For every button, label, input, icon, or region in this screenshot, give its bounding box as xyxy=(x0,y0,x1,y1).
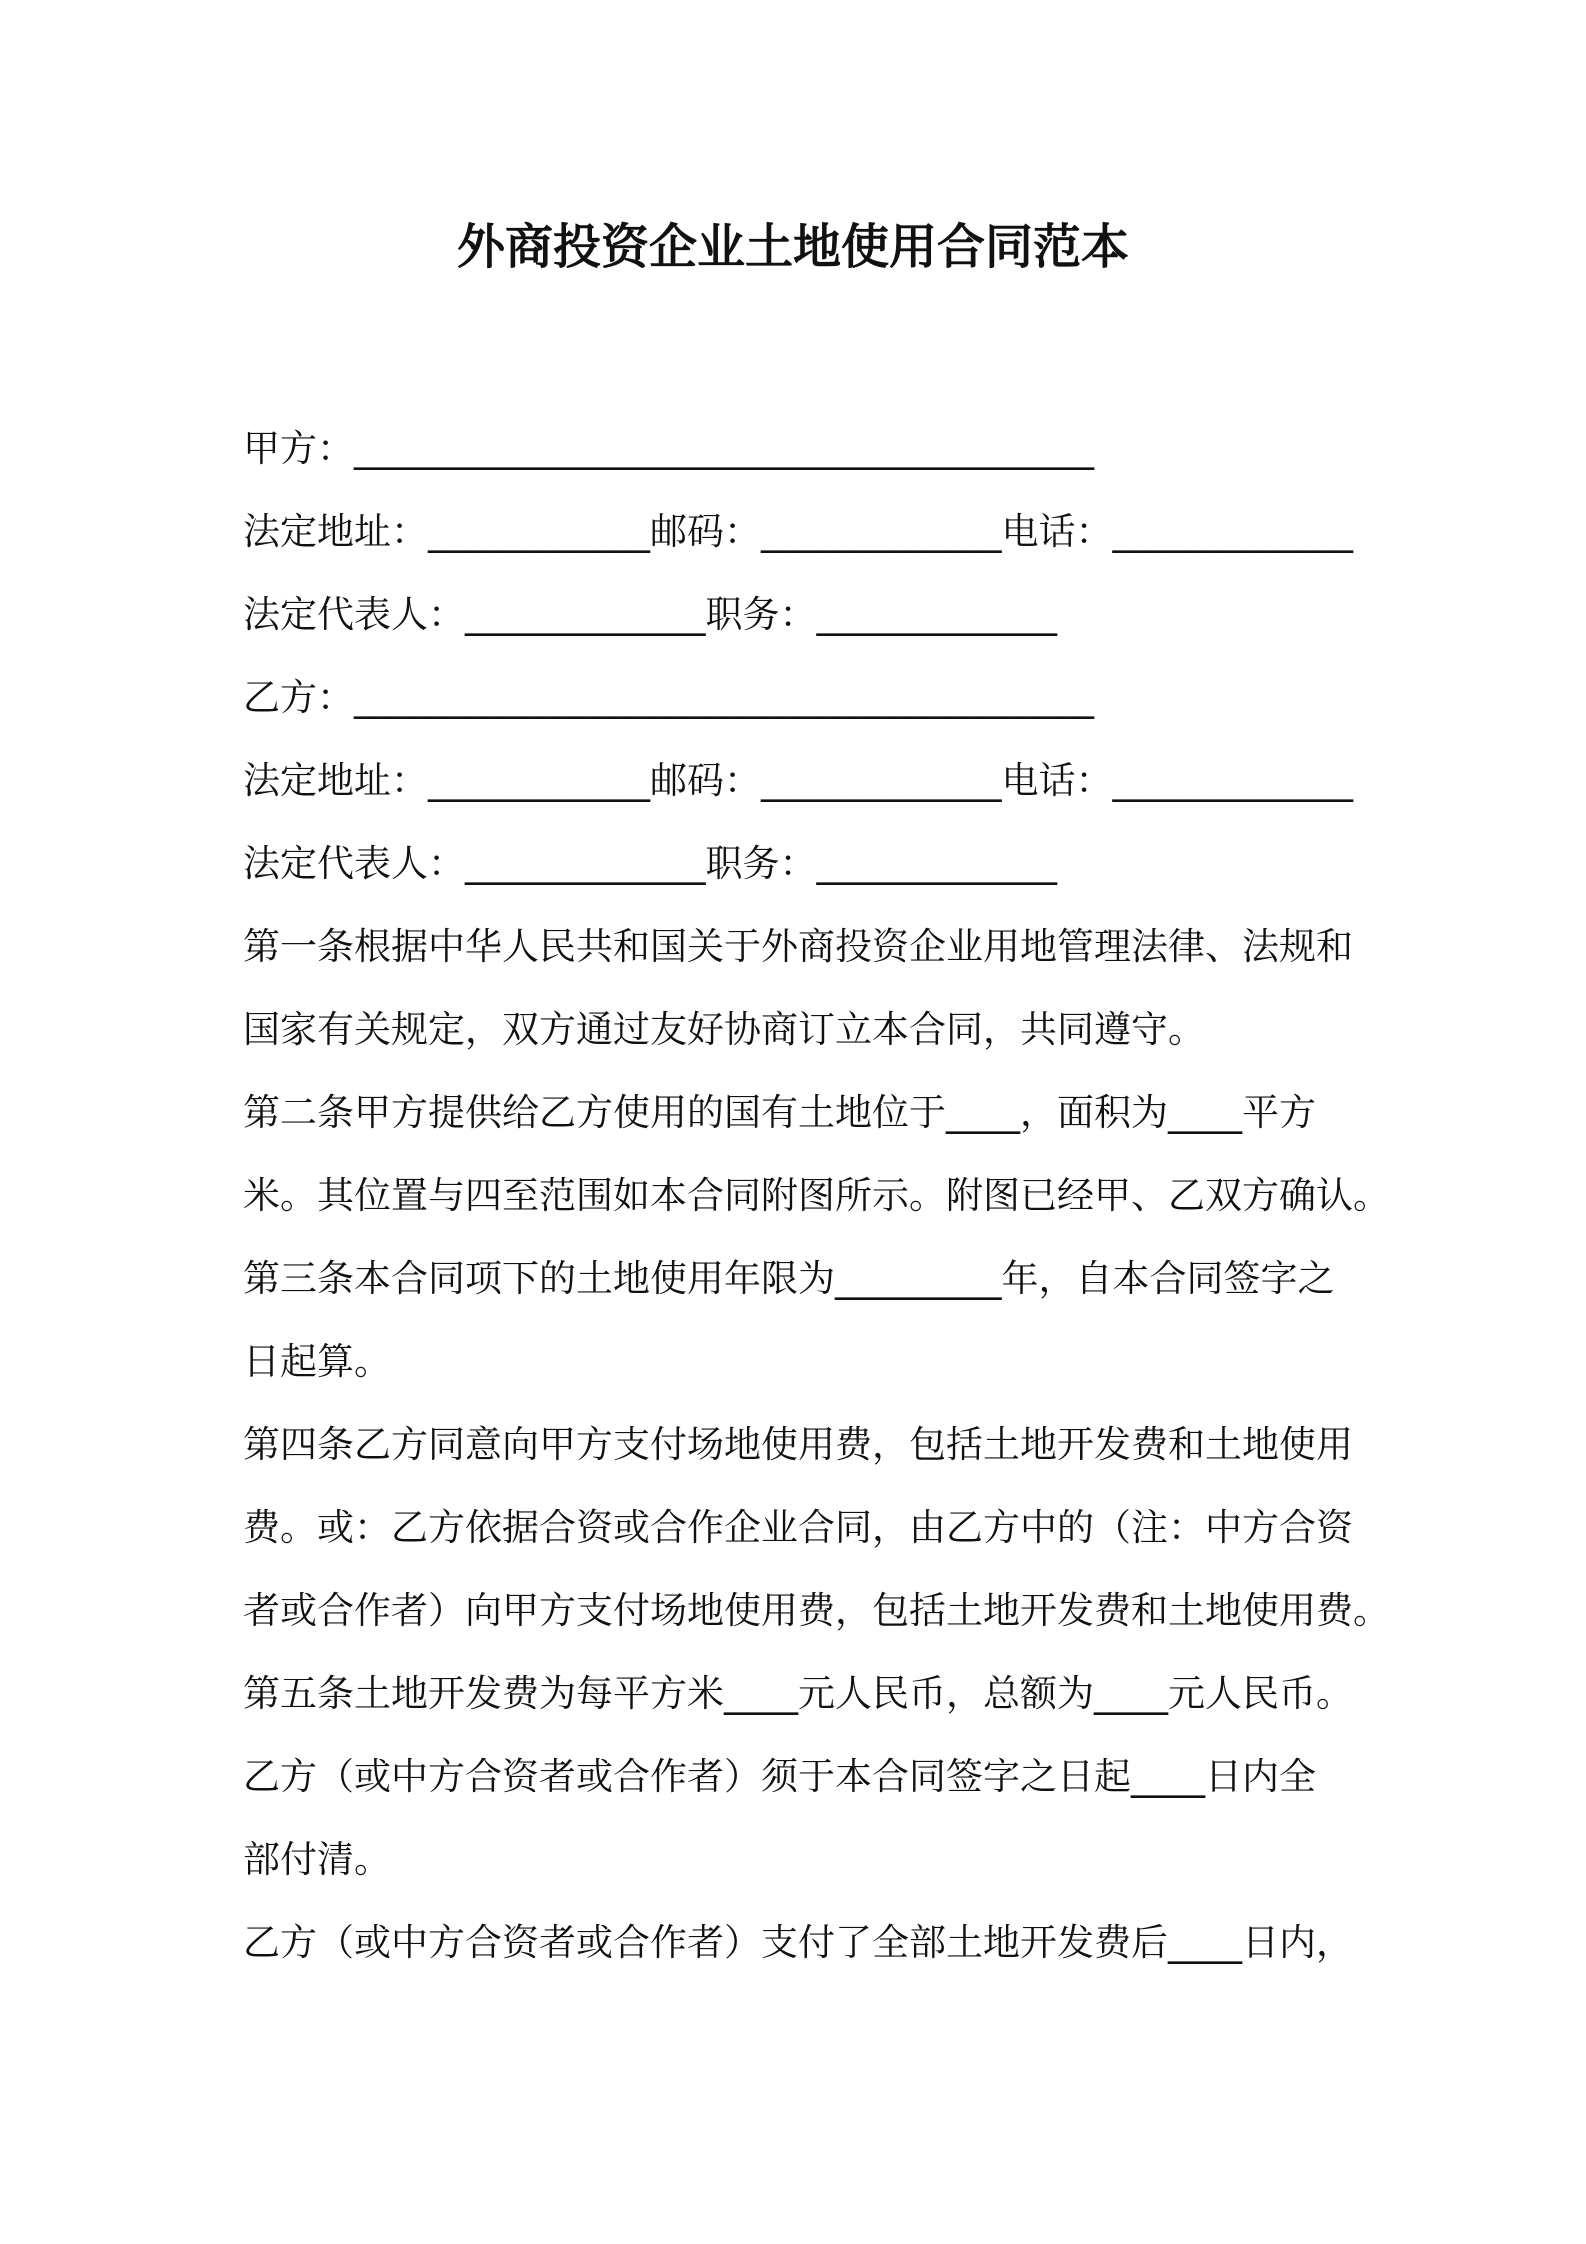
party-a-address-line: 法定地址：____________邮码：_____________电话：_____________ xyxy=(243,510,1353,553)
article-4-line-1: 第四条乙方同意向甲方支付场地使用费，包括土地开发费和土地使用 xyxy=(243,1423,1353,1466)
document-title: 外商投资企业土地使用合同范本 xyxy=(456,219,1129,275)
party-b-line: 乙方：________________________________________ xyxy=(243,676,1094,719)
party-b-representative-line: 法定代表人：_____________职务：_____________ xyxy=(243,842,1057,885)
article-2-line-2: 米。其位置与四至范围如本合同附图所示。附图已经甲、乙双方确认。 xyxy=(243,1174,1390,1217)
article-5-line-2: 乙方（或中方合资者或合作者）须于本合同签字之日起____日内全 xyxy=(243,1755,1316,1798)
article-3-line-1: 第三条本合同项下的土地使用年限为_________年，自本合同签字之 xyxy=(243,1257,1335,1300)
article-1-line-1: 第一条根据中华人民共和国关于外商投资企业用地管理法律、法规和 xyxy=(243,925,1353,968)
article-4-line-2: 费。或：乙方依据合资或合作企业合同，由乙方中的（注：中方合资 xyxy=(243,1506,1353,1549)
party-a-representative-line: 法定代表人：_____________职务：_____________ xyxy=(243,593,1057,636)
article-5-line-4: 乙方（或中方合资者或合作者）支付了全部土地开发费后____日内， xyxy=(243,1921,1353,1964)
article-5-line-3: 部付清。 xyxy=(243,1838,391,1881)
article-3-line-2: 日起算。 xyxy=(243,1340,391,1383)
document-body xyxy=(243,407,1393,1984)
article-2-line-1: 第二条甲方提供给乙方使用的国有土地位于____，面积为____平方 xyxy=(243,1091,1316,1134)
article-4-line-3: 者或合作者）向甲方支付场地使用费，包括土地开发费和土地使用费。 xyxy=(243,1589,1390,1632)
article-5-line-1: 第五条土地开发费为每平方米____元人民币，总额为____元人民币。 xyxy=(243,1672,1353,1715)
party-b-address-line: 法定地址：____________邮码：_____________电话：_____________ xyxy=(243,759,1353,802)
party-a-line: 甲方：________________________________________ xyxy=(243,427,1094,470)
article-1-line-2: 国家有关规定，双方通过友好协商订立本合同，共同遵守。 xyxy=(243,1008,1205,1051)
